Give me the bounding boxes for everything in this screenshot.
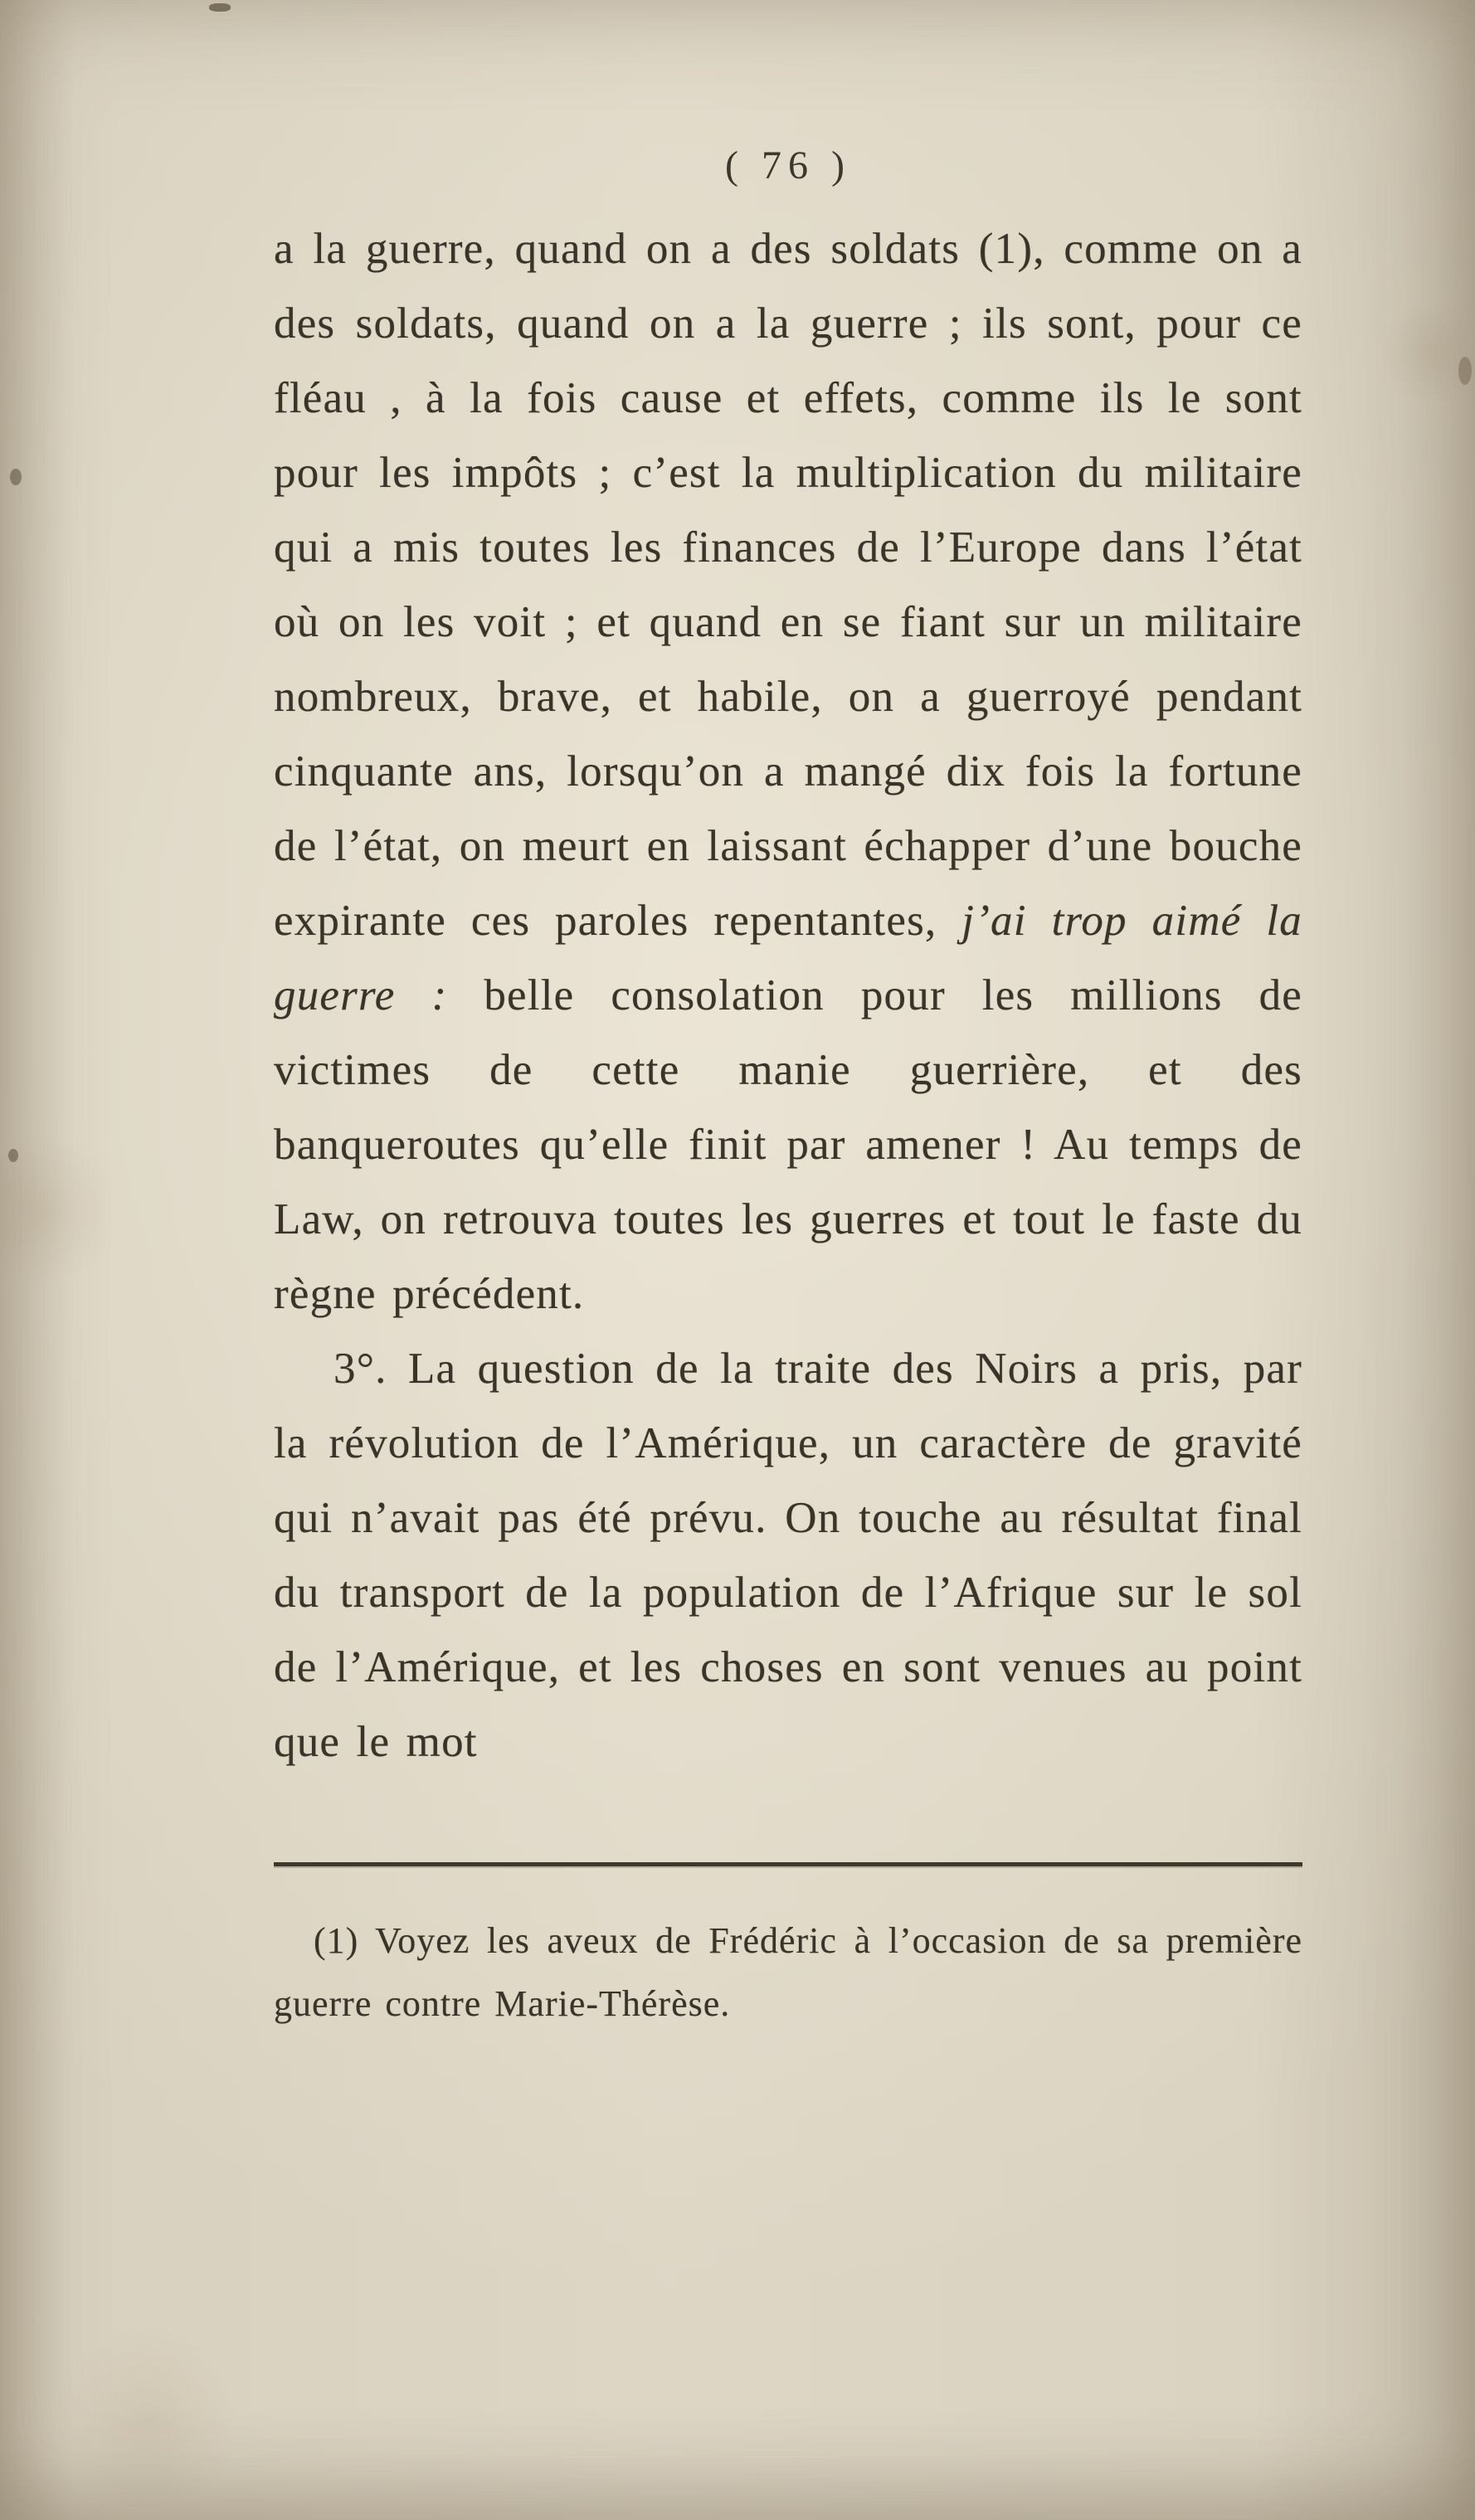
paragraph-second: 3°. La question de la traite des Noirs a pris, par la révolution de l’Amérique, un caractère de gravité qui n’avait pas été prévu. On touche au résultat final du transport de la population de l’Afrique sur le sol de l’Amérique, et les choses en sont venues au point que le mot — [274, 1345, 1302, 1766]
paper-speck — [209, 3, 231, 12]
paragraph-main-continuation: belle consolation pour les millions de victimes de cette manie guerrière, et des banqueroutes qu’elle finit par amener ! Au temps de Law, on retrouva toutes les guerres et tout le faste du règne précédent. — [274, 971, 1302, 1318]
text-column — [274, 143, 1302, 2036]
paper-speck — [10, 469, 22, 485]
italic-quote: j’ai trop aimé la guerre : — [274, 897, 1302, 1019]
paper-speck — [8, 1149, 18, 1162]
footnote-text: (1) Voyez les aveux de Frédéric à l’occasion de sa première guerre contre Marie-Thérèse. — [274, 1920, 1302, 2024]
footnote-divider — [274, 1862, 1302, 1866]
page-number-header: ( 76 ) — [725, 144, 851, 187]
paragraph-main — [274, 212, 1302, 1331]
paper-speck — [1458, 357, 1472, 385]
paragraph-main-text: a la guerre, quand on a des soldats (1), comme on a des soldats, quand on a la guerre ; ils sont, pour ce fléau , à la fois cause et effets, comme ils le sont pour les impôts ; c’est la multiplication du militaire qui a mis toutes les finances de l’Europe dans l’état où on les voit ; et quand en se fiant sur un militaire nombreux, brave, et habile, on a guerroyé pendant cinquante ans, lorsqu’on a mangé dix fois la fortune de l’état, on meurt en laissant échapper d’une bouche expirante ces paroles repentantes, — [274, 225, 1302, 945]
